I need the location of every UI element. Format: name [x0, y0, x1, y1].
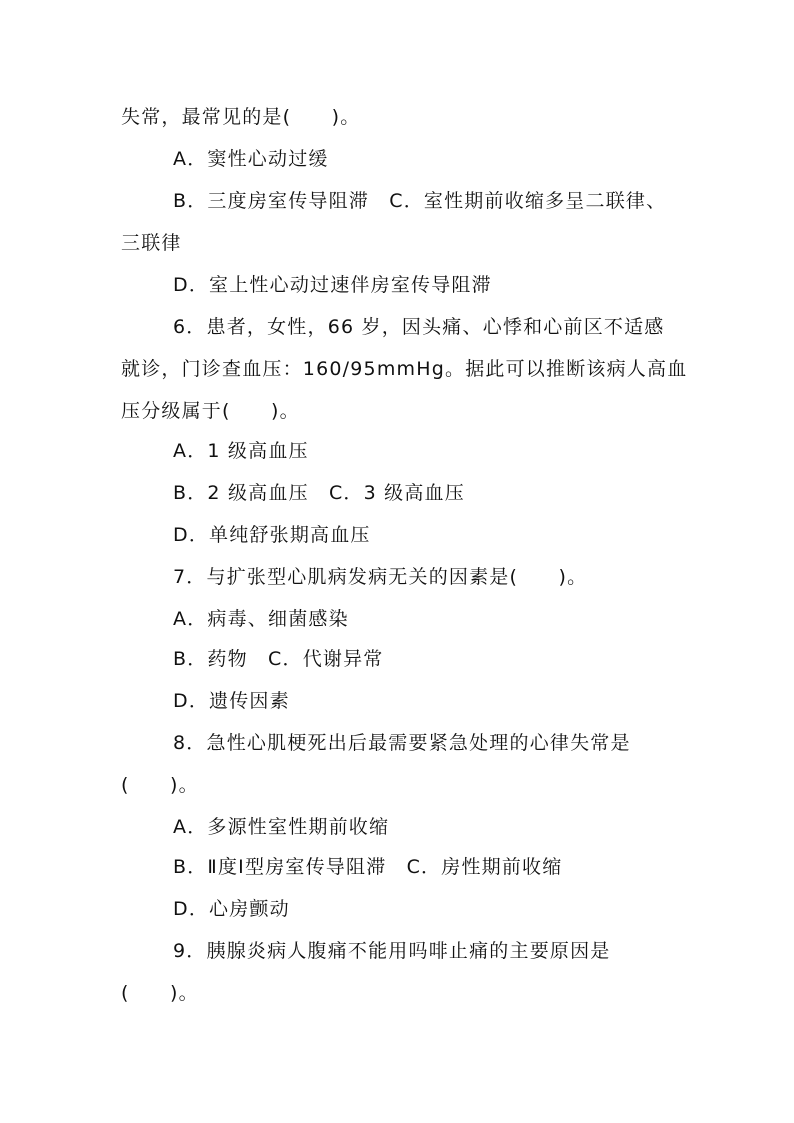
- q6-option-b-c: B．2 级高血压 C．3 级高血压: [173, 482, 465, 504]
- question-6-stem-line-3: 压分级属于( )。: [121, 400, 300, 422]
- q6-option-d: D．单纯舒张期高血压: [173, 524, 371, 546]
- question-6-stem: 6．患者，女性，66 岁，因头痛、心悸和心前区不适感: [173, 316, 665, 338]
- q6-option-a: A．1 级高血压: [173, 440, 309, 462]
- q8-option-b-c: B．Ⅱ度Ⅰ型房室传导阻滞 C．房性期前收缩: [173, 856, 563, 878]
- q7-option-b-c: B．药物 C．代谢异常: [173, 648, 384, 670]
- question-9-stem-line-2: ( )。: [121, 982, 199, 1004]
- q5-option-c-continuation: 三联律: [121, 232, 182, 254]
- q5-option-d: D．室上性心动过速伴房室传导阻滞: [173, 274, 492, 296]
- q5-option-a: A．窦性心动过缓: [173, 148, 329, 170]
- q5-option-b-c: B．三度房室传导阻滞 C．室性期前收缩多呈二联律、: [173, 190, 667, 212]
- q8-option-d: D．心房颤动: [173, 898, 290, 920]
- text-line-continuation-q5: 失常，最常见的是( )。: [121, 106, 361, 128]
- question-7-stem: 7．与扩张型心肌病发病无关的因素是( )。: [173, 566, 588, 588]
- question-8-stem: 8．急性心肌梗死出后最需要紧急处理的心律失常是: [173, 732, 631, 754]
- q7-option-a: A．病毒、细菌感染: [173, 608, 349, 630]
- q8-option-a: A．多源性室性期前收缩: [173, 816, 390, 838]
- question-9-stem: 9．胰腺炎病人腹痛不能用吗啡止痛的主要原因是: [173, 940, 611, 962]
- q7-option-d: D．遗传因素: [173, 690, 290, 712]
- question-6-stem-line-2: 就诊，门诊查血压：160/95mmHg。据此可以推断该病人高血: [121, 358, 688, 380]
- question-8-stem-line-2: ( )。: [121, 774, 199, 796]
